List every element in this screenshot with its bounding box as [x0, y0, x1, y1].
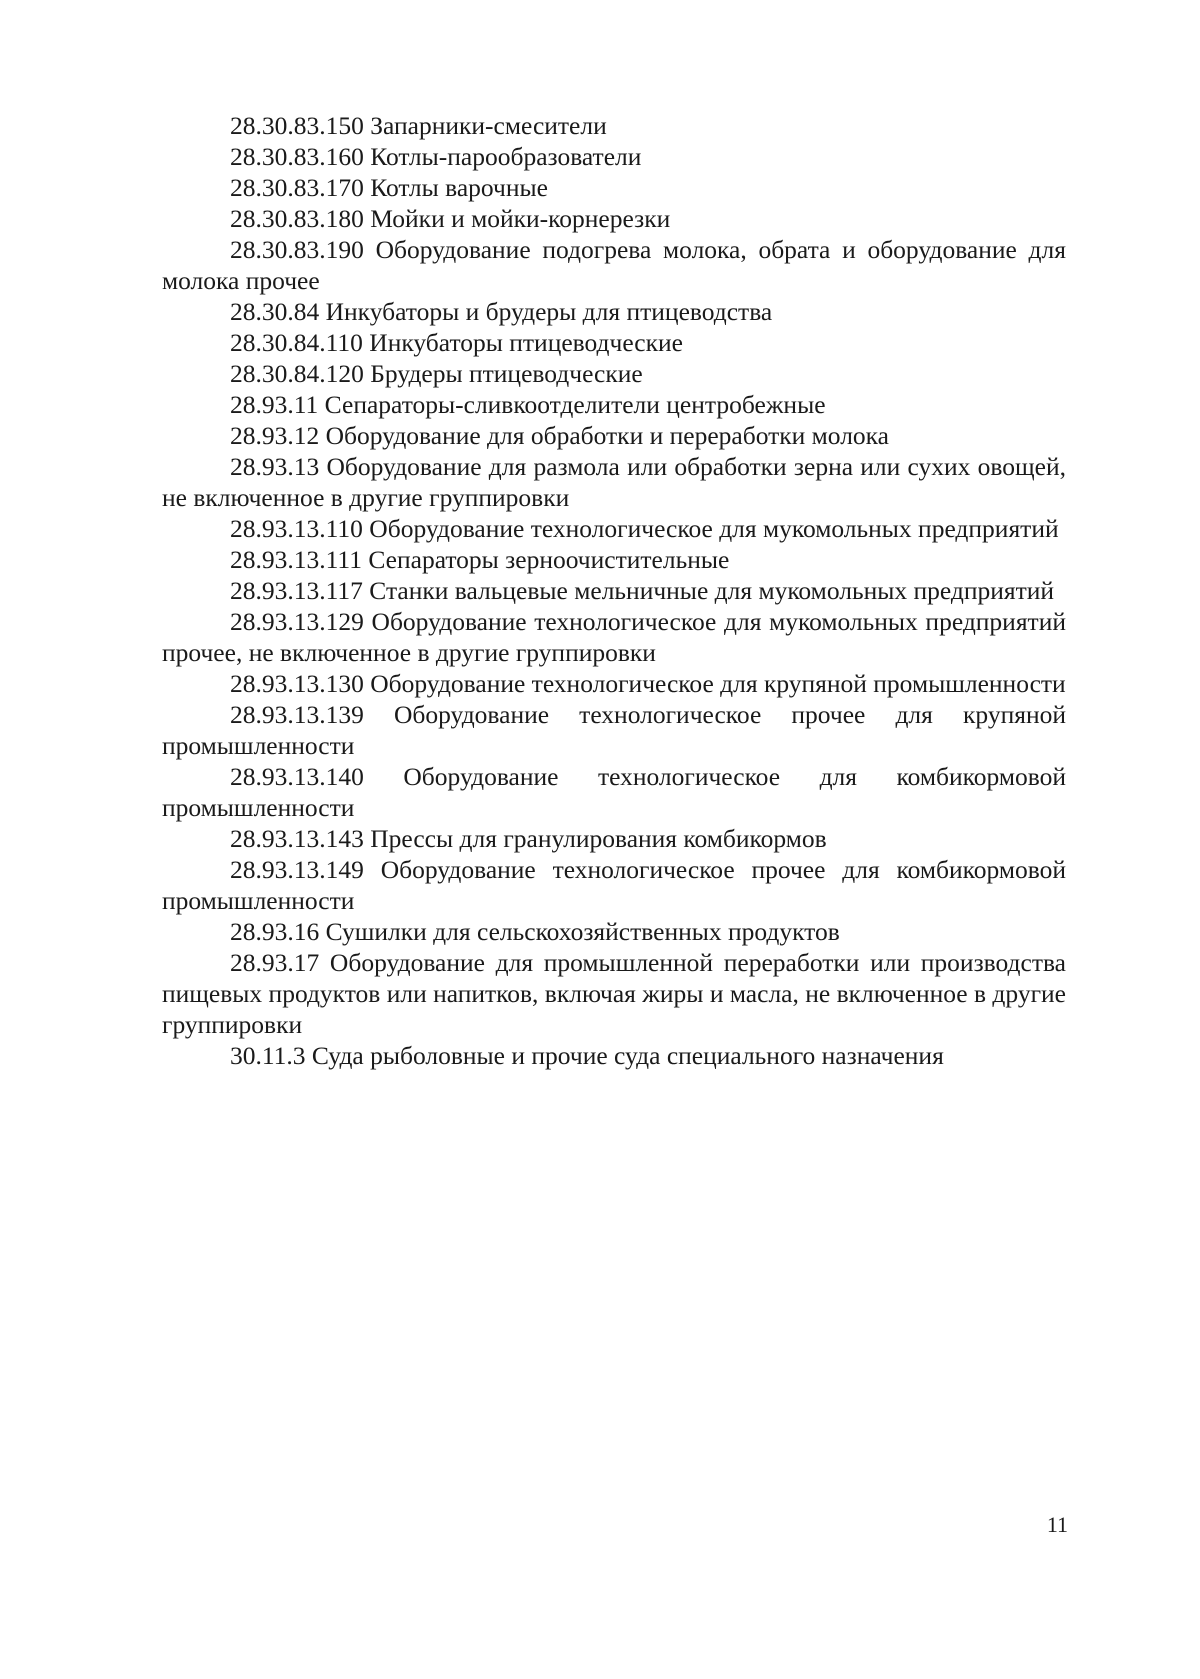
list-item: 28.93.13.143 Прессы для гранулирования комбикормов [230, 824, 827, 853]
list-item: 28.30.83.150 Запарники-смесители [230, 111, 607, 140]
list-item: 28.30.84 Инкубаторы и брудеры для птицеводства [230, 297, 773, 326]
list-item: 28.30.84.120 Брудеры птицеводческие [230, 359, 643, 388]
list-item: 28.30.84.110 Инкубаторы птицеводческие [230, 328, 683, 357]
list-item: 28.93.13.139 Оборудование технологическое прочее для крупяной промышленности [162, 700, 1066, 760]
list-item: 28.93.17 Оборудование для промышленной переработки или производства пищевых продуктов или напитков, включая жиры и масла, не включенное в другие группировки [162, 948, 1066, 1039]
list-item: 28.93.13.140 Оборудование технологическое для комбикормовой промышленности [162, 762, 1066, 822]
list-item: 28.93.13.149 Оборудование технологическое прочее для комбикормовой промышленности [162, 855, 1066, 915]
list-item: 28.30.83.190 Оборудование подогрева молока, обрата и оборудование для молока прочее [162, 235, 1066, 295]
list-item: 30.11.3 Суда рыболовные и прочие суда специального назначения [230, 1041, 944, 1070]
list-item: 28.93.13.110 Оборудование технологическое для мукомольных предприятий [230, 514, 1059, 543]
entry-list [162, 110, 1066, 1071]
list-item: 28.30.83.160 Котлы-парообразователи [230, 142, 642, 171]
list-item: 28.93.16 Сушилки для сельскохозяйственных продуктов [230, 917, 840, 946]
list-item: 28.93.13.117 Станки вальцевые мельничные для мукомольных предприятий [230, 576, 1055, 605]
list-item: 28.93.11 Сепараторы-сливкоотделители центробежные [230, 390, 826, 419]
list-item: 28.93.12 Оборудование для обработки и переработки молока [230, 421, 890, 450]
list-item: 28.93.13.129 Оборудование технологическое для мукомольных предприятий прочее, не включенное в другие группировки [162, 607, 1066, 667]
page-number: 11 [1046, 1512, 1068, 1537]
list-item: 28.93.13.111 Сепараторы зерноочистительные [230, 545, 730, 574]
list-item: 28.30.83.170 Котлы варочные [230, 173, 548, 202]
list-item: 28.93.13 Оборудование для размола или обработки зерна или сухих овощей, не включенное в другие группировки [162, 452, 1066, 512]
list-item: 28.93.13.130 Оборудование технологическое для крупяной промышленности [230, 669, 1066, 698]
list-item: 28.30.83.180 Мойки и мойки-корнерезки [230, 204, 671, 233]
